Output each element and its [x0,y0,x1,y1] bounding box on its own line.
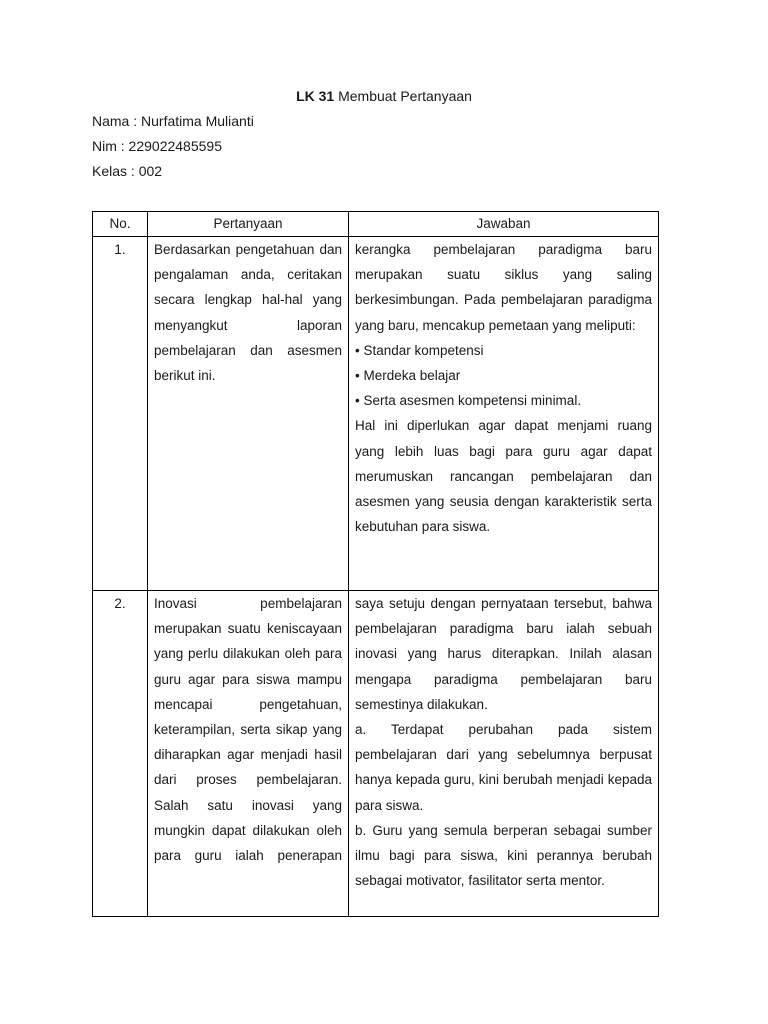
answer-bullet: • Serta asesmen kompetensi minimal. [355,393,582,409]
question-text: Berdasarkan pengetahuan dan pengalaman anda, ceritakan secara lengkap hal-hal yang menyangkut laporan pembelajaran dan asesmen berikut ini. [154,242,342,384]
answer-paragraph: b. Guru yang semula berperan sebagai sumber ilmu bagi para siswa, kini perannya berubah sebagai motivator, fasilitator serta mentor. [355,822,652,889]
row-number: 2. [93,591,148,917]
student-name: Nama : Nurfatima Mulianti [92,113,254,129]
answer-bullet: • Merdeka belajar [355,368,461,384]
document-title [0,86,768,106]
header-no: No. [93,212,148,237]
answer-cell [349,591,659,917]
header-jawaban: Jawaban [349,212,659,237]
title-rest: Membuat Pertanyaan [334,88,472,104]
answer-bullet: • Standar kompetensi [355,342,484,358]
table-row [93,237,659,591]
header-pertanyaan: Pertanyaan [148,212,349,237]
answer-paragraph: saya setuju dengan pernyataan tersebut, bahwa pembelajaran paradigma baru ialah sebuah inovasi yang harus diterapkan. Inilah alasan mengapa paradigma pembelajaran baru semestinya dilakukan. [355,596,652,712]
table-header-row [93,212,659,237]
question-answer-table [92,211,659,917]
table-row [93,591,659,917]
answer-paragraph: a. Terdapat perubahan pada sistem pembelajaran dari yang sebelumnya berpusat hanya kepada guru, kini berubah menjadi kepada para siswa. [355,722,652,813]
row-number: 1. [93,237,148,591]
answer-cell [349,237,659,591]
question-cell [148,591,349,917]
student-nim: Nim : 229022485595 [92,138,222,154]
answer-intro: kerangka pembelajaran paradigma baru merupakan suatu siklus yang saling berkesimbungan. Pada pembelajaran paradigma yang baru, mencakup pemetaan yang meliputi: [355,242,652,333]
question-text: Inovasi pembelajaran merupakan suatu keniscayaan yang perlu dilakukan oleh para guru agar para siswa mampu mencapai pengetahuan, keterampilan, serta sikap yang diharapkan agar menjadi hasil dari proses pembelajaran. Salah satu inovasi yang mungkin dapat dilakukan oleh para guru ialah penerapan [154,596,342,864]
title-bold: LK 31 [296,88,335,104]
student-class: Kelas : 002 [92,163,163,179]
question-cell [148,237,349,591]
answer-outro: Hal ini diperlukan agar dapat menjami ruang yang lebih luas bagi para guru agar dapat merumuskan rancangan pembelajaran dan asesmen yang seusia dengan karakteristik serta kebutuhan para siswa. [355,418,652,535]
